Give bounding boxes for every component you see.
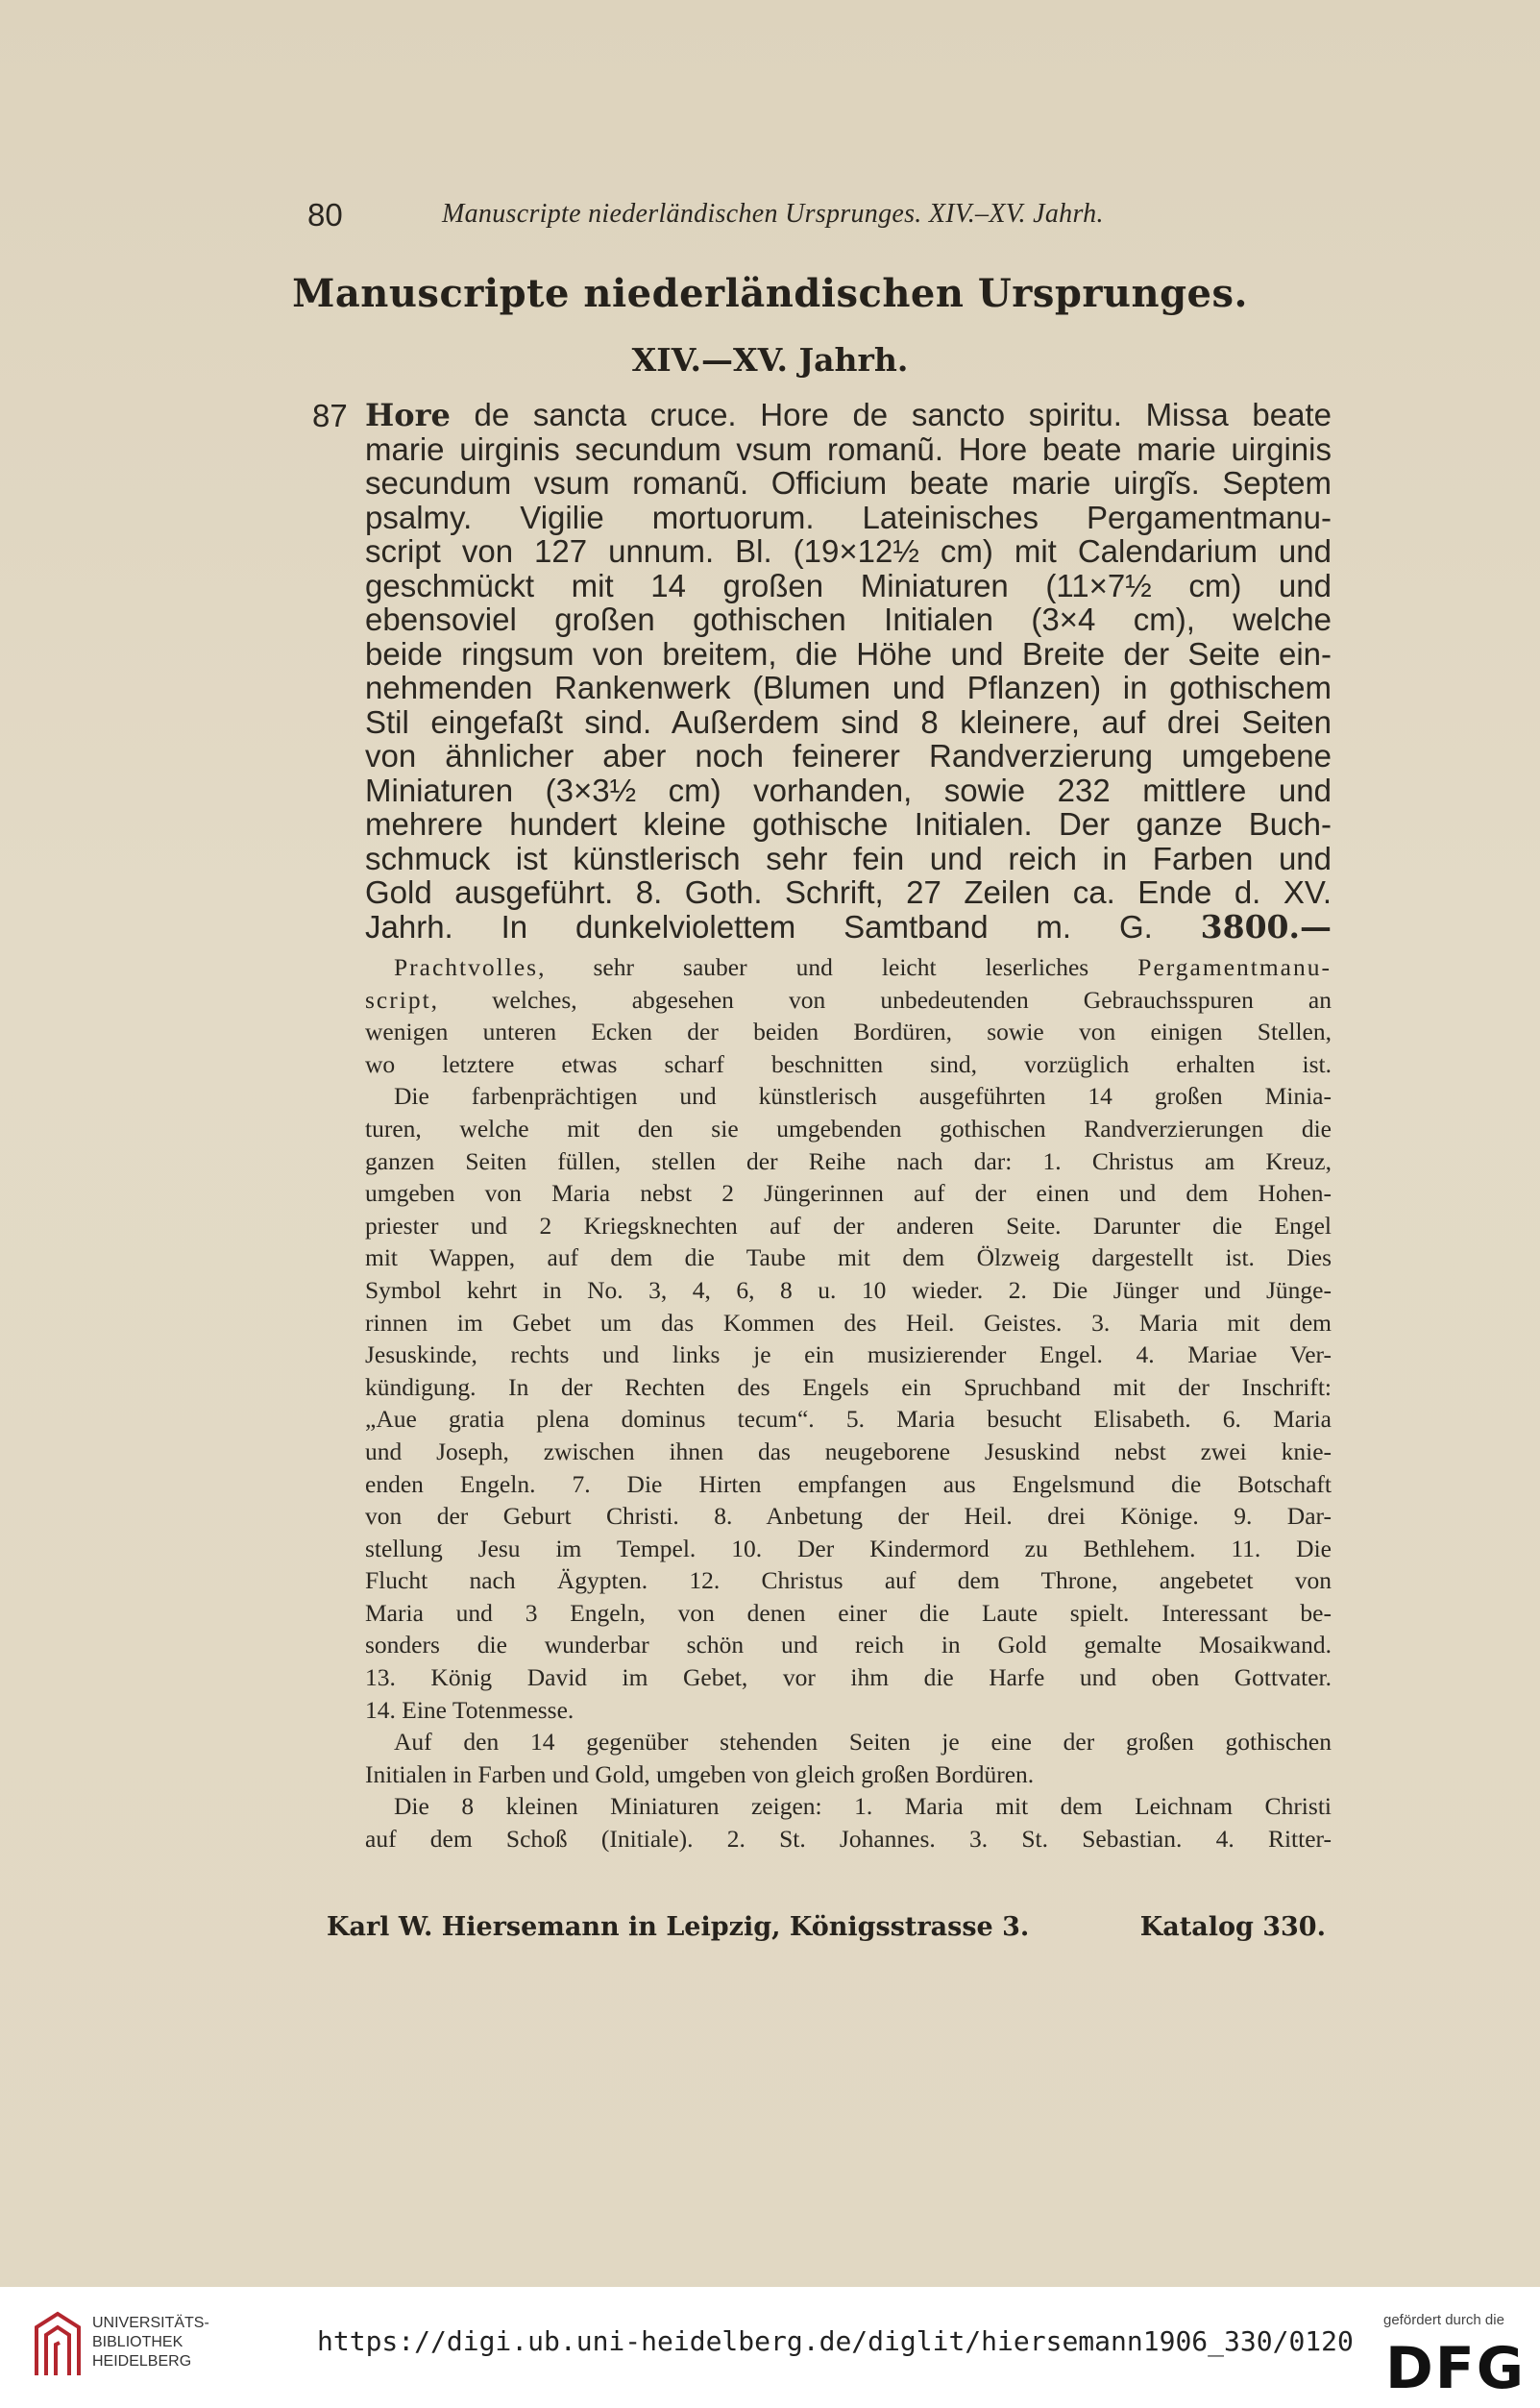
description-line: wenigen unteren Ecken der beiden Bordüren, sowie von einigen Stellen, <box>365 1018 1332 1046</box>
section-subtitle: XIV.—XV. Jahrh. <box>631 341 909 379</box>
description-line: Prachtvolles, sehr sauber und leicht leserliches Pergamentmanu- <box>394 953 1332 981</box>
entry-lead-word: Hore <box>365 397 451 433</box>
entry-line: secundum vsum romanũ. Officium beate marie uirgĩs. Septem <box>365 465 1332 501</box>
description-line: Die farbenprächtigen und künstlerisch ausgeführten 14 großen Minia- <box>394 1082 1332 1111</box>
description-line: Die 8 kleinen Miniaturen zeigen: 1. Maria mit dem Leichnam Christi <box>394 1792 1332 1821</box>
entry-line: von ähnlicher aber noch feinerer Randverzierung umgebene <box>365 738 1332 774</box>
entry-line: ebensoviel großen gothischen Initialen (3×4 cm), welche <box>365 602 1332 637</box>
entry-number: 87 <box>312 398 348 433</box>
description-line: 14. Eine Totenmesse. <box>365 1695 574 1724</box>
entry-line: script von 127 unnum. Bl. (19×12½ cm) mit Calendarium und <box>365 533 1332 569</box>
entry-line: beide ringsum von breitem, die Höhe und Breite der Seite ein- <box>365 635 1332 672</box>
catalog-entry <box>365 398 1332 944</box>
running-title: Manuscripte niederländischen Ursprunges. XIV.–XV. Jahrh. <box>442 199 1104 229</box>
description-line: kündigung. In der Rechten des Engels ein Spruchband mit der Inschrift: <box>365 1372 1332 1401</box>
publisher-footer <box>327 1912 1326 1942</box>
description-line: ganzen Seiten füllen, stellen der Reihe nach dar: 1. Christus am Kreuz, <box>365 1146 1332 1175</box>
section-title: Manuscripte niederländischen Ursprunges. <box>292 271 1248 316</box>
entry-line: geschmückt mit 14 großen Miniaturen (11×7½ cm) und <box>365 567 1332 603</box>
entry-line: schmuck ist künstlerisch sehr fein und reich in Farben und <box>365 840 1332 876</box>
entry-description <box>365 951 1332 1855</box>
entry-binding: Jahrh. In dunkelviolettem Samtband m. G. <box>365 908 1153 945</box>
description-line: Jesuskinde, rechts und links je ein musizierender Engel. 4. Mariae Ver- <box>365 1340 1332 1369</box>
description-line: umgeben von Maria nebst 2 Jüngerinnen auf der einen und dem Hohen- <box>365 1179 1332 1208</box>
library-name: UNIVERSITÄTS- BIBLIOTHEK HEIDELBERG <box>92 2315 209 2370</box>
description-line: Auf den 14 gegenüber stehenden Seiten je eine der großen gothischen <box>394 1728 1332 1757</box>
entry-line: psalmy. Vigilie mortuorum. Lateinisches Pergamentmanu- <box>365 499 1332 535</box>
entry-line: Miniaturen (3×3½ cm) vorhanden, sowie 232 mittlere und <box>365 772 1332 808</box>
description-line: auf dem Schoß (Initiale). 2. St. Johannes. 3. St. Sebastian. 4. Ritter- <box>365 1825 1332 1854</box>
description-line: Symbol kehrt in No. 3, 4, 6, 8 u. 10 wieder. 2. Die Jünger und Jünge- <box>365 1275 1332 1304</box>
funding-note: gefördert durch die <box>1383 2312 1504 2328</box>
running-head <box>307 197 1307 235</box>
entry-line: Stil eingefaßt sind. Außerdem sind 8 kleinere, auf drei Seiten <box>365 703 1332 740</box>
entry-last-line <box>365 907 1332 946</box>
description-line: turen, welche mit den sie umgebenden gothischen Randverzierungen die <box>365 1114 1332 1143</box>
description-line: script, welches, abgesehen von unbedeutenden Gebrauchsspuren an <box>365 985 1332 1014</box>
entry-line: Hore de sancta cruce. Hore de sancto spiritu. Missa beate <box>365 397 1332 433</box>
entry-line: Gold ausgeführt. 8. Goth. Schrift, 27 Zeilen ca. Ende d. XV. <box>365 874 1332 910</box>
university-library-logo-icon <box>31 2308 85 2383</box>
description-line: von der Geburt Christi. 8. Anbetung der Heil. drei Könige. 9. Dar- <box>365 1502 1332 1531</box>
description-line: mit Wappen, auf dem die Taube mit dem Ölzweig dargestellt ist. Dies <box>365 1243 1332 1272</box>
entry-line: mehrere hundert kleine gothische Initialen. Der ganze Buch- <box>365 806 1332 842</box>
description-line: Maria und 3 Engeln, von denen einer die Laute spielt. Interessant be- <box>365 1598 1332 1627</box>
dfg-logo-icon: DFG <box>1385 2335 1527 2402</box>
description-line: wo letztere etwas scharf beschnitten sind, vorzüglich erhalten ist. <box>365 1049 1332 1078</box>
entry-line: marie uirginis secundum vsum romanũ. Hore beate marie uirginis <box>365 430 1332 467</box>
description-line: Initialen in Farben und Gold, umgeben von gleich großen Bordüren. <box>365 1759 1035 1788</box>
description-line: rinnen im Gebet um das Kommen des Heil. Geistes. 3. Maria mit dem <box>365 1308 1332 1337</box>
library-strip <box>0 2287 1540 2408</box>
description-line: enden Engeln. 7. Die Hirten empfangen aus Engelsmund die Botschaft <box>365 1469 1332 1498</box>
description-line: und Joseph, zwischen ihnen das neugeborene Jesuskind nebst zwei knie- <box>365 1437 1332 1465</box>
publisher-name: Karl W. Hiersemann in Leipzig, Königsstrasse 3. <box>327 1912 1030 1942</box>
description-line: sonders die wunderbar schön und reich in Gold gemalte Mosaikwand. <box>365 1631 1332 1659</box>
description-line: „Aue gratia plena dominus tecum“. 5. Maria besucht Elisabeth. 6. Maria <box>365 1405 1332 1434</box>
entry-line: nehmenden Rankenwerk (Blumen und Pflanzen) in gothischem <box>365 670 1332 705</box>
description-line: priester und 2 Kriegsknechten auf der anderen Seite. Darunter die Engel <box>365 1211 1332 1240</box>
page-number: 80 <box>307 197 343 233</box>
description-line: Flucht nach Ägypten. 12. Christus auf dem Throne, angebetet von <box>365 1566 1332 1595</box>
permalink-url[interactable]: https://digi.ub.uni-heidelberg.de/diglit/hiersemann1906_330/0120 <box>317 2325 1354 2357</box>
description-line: 13. König David im Gebet, vor ihm die Harfe und oben Gottvater. <box>365 1663 1332 1692</box>
catalog-number: Katalog 330. <box>1139 1912 1326 1942</box>
entry-price: 3800.— <box>1200 907 1332 946</box>
description-line: stellung Jesu im Tempel. 10. Der Kindermord zu Bethlehem. 11. Die <box>365 1534 1332 1562</box>
